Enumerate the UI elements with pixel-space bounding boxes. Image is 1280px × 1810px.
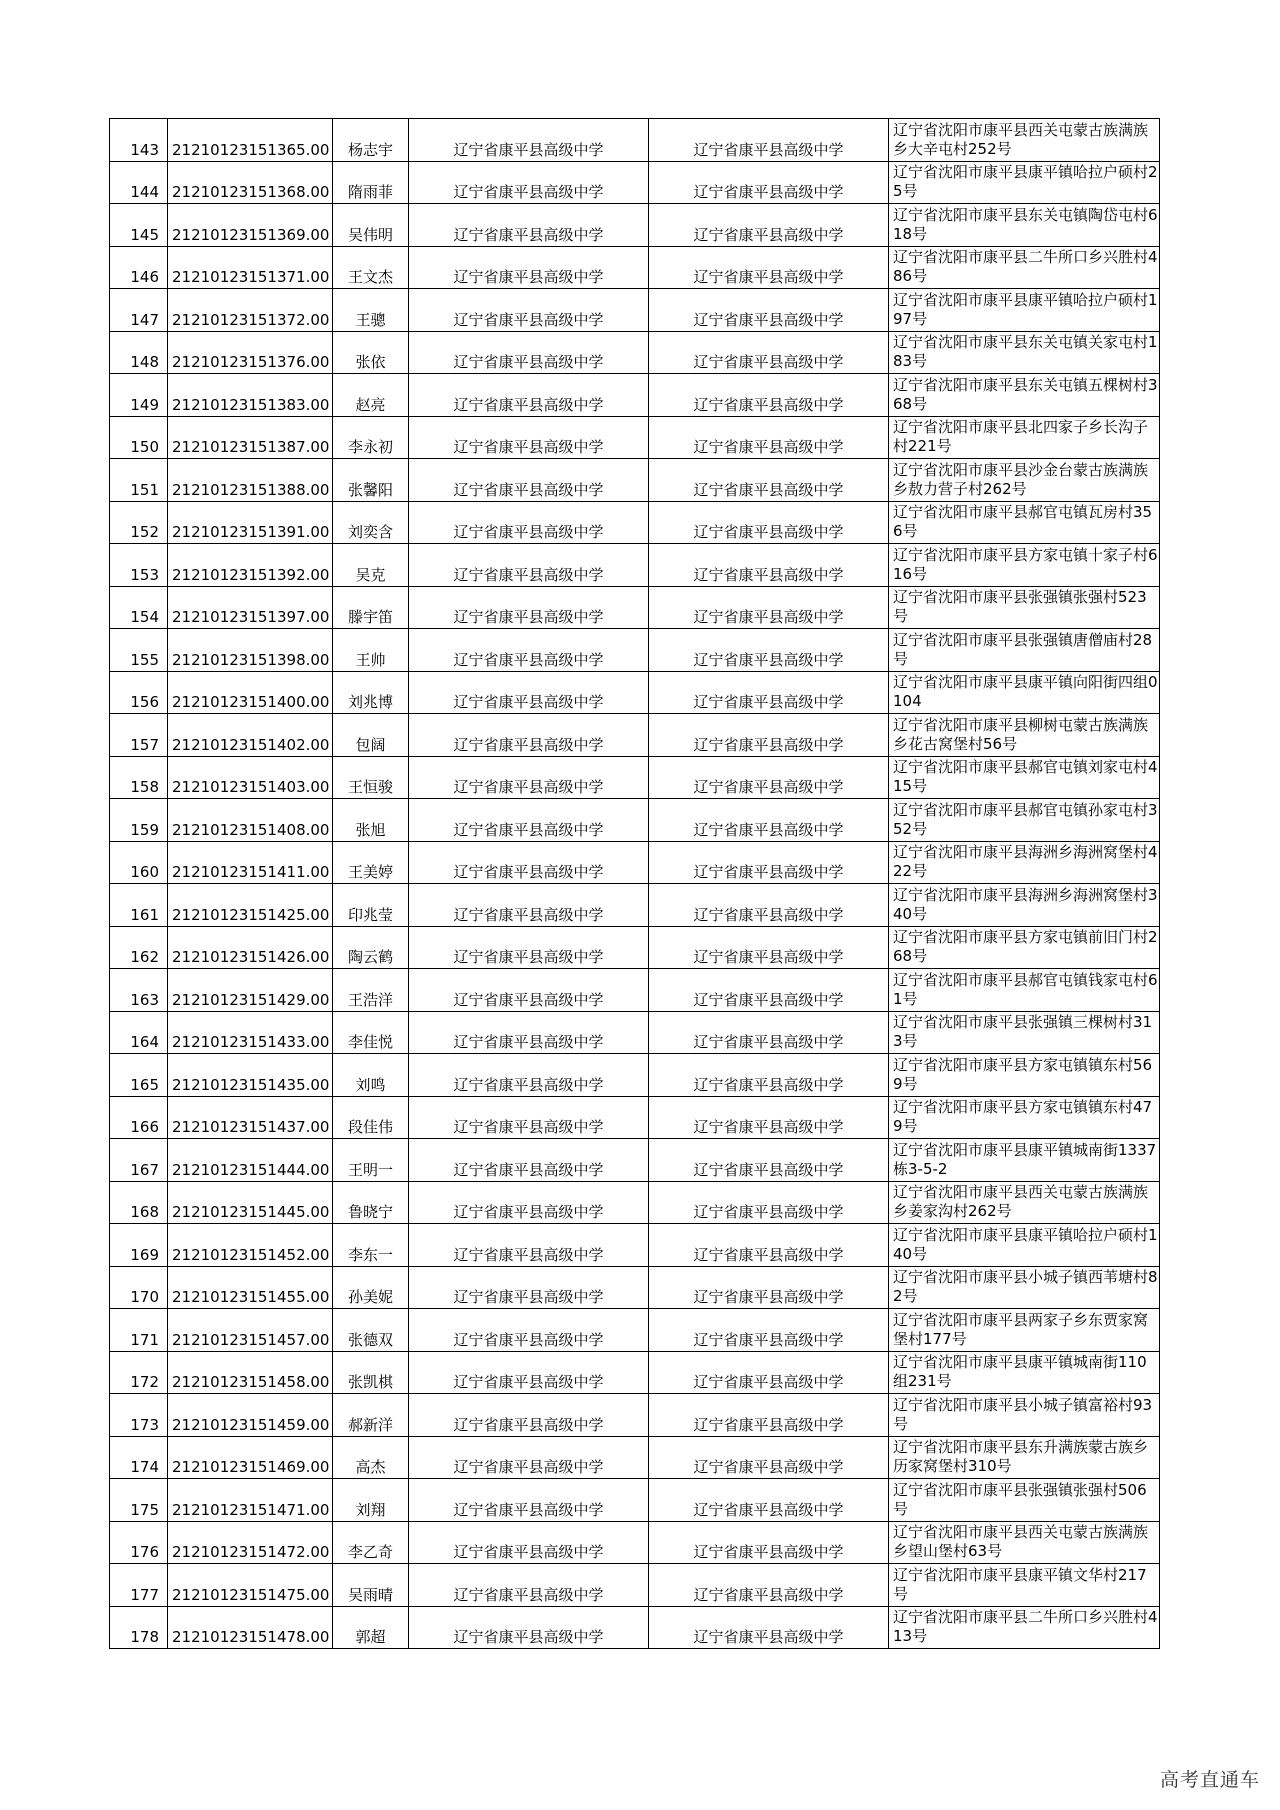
student-name-cell: 隋雨菲 (333, 161, 409, 204)
home-address-cell: 辽宁省沈阳市康平县西关屯蒙古族满族乡姜家沟村262号 (889, 1181, 1160, 1224)
student-name-cell: 刘兆博 (333, 671, 409, 714)
exam-number-cell: 21210123151398.00 (168, 629, 333, 672)
student-name-cell: 包阔 (333, 714, 409, 757)
table-row (110, 629, 1160, 672)
student-name-cell: 孙美妮 (333, 1266, 409, 1309)
row-index-cell: 151 (110, 459, 168, 502)
home-address-cell: 辽宁省沈阳市康平县东关屯镇五棵树村368号 (889, 374, 1160, 417)
exam-number-cell: 21210123151444.00 (168, 1139, 333, 1182)
table-row (110, 671, 1160, 714)
table-row (110, 1224, 1160, 1267)
table-row (110, 1054, 1160, 1097)
row-index-cell: 177 (110, 1564, 168, 1607)
student-name-cell: 王文杰 (333, 246, 409, 289)
student-name-cell: 李东一 (333, 1224, 409, 1267)
row-index-cell: 159 (110, 799, 168, 842)
graduation-school-cell: 辽宁省康平县高级中学 (409, 1436, 649, 1479)
home-address-cell: 辽宁省沈阳市康平县西关屯蒙古族满族乡望山堡村63号 (889, 1521, 1160, 1564)
table-row (110, 501, 1160, 544)
registered-school-cell: 辽宁省康平县高级中学 (649, 331, 889, 374)
student-name-cell: 吴伟明 (333, 204, 409, 247)
graduation-school-cell: 辽宁省康平县高级中学 (409, 1139, 649, 1182)
graduation-school-cell: 辽宁省康平县高级中学 (409, 374, 649, 417)
exam-number-cell: 21210123151387.00 (168, 416, 333, 459)
exam-number-cell: 21210123151437.00 (168, 1096, 333, 1139)
registered-school-cell: 辽宁省康平县高级中学 (649, 544, 889, 587)
admission-table-body (110, 119, 1160, 1649)
exam-number-cell: 21210123151469.00 (168, 1436, 333, 1479)
registered-school-cell: 辽宁省康平县高级中学 (649, 1479, 889, 1522)
home-address-cell: 辽宁省沈阳市康平县康平镇哈拉户硕村140号 (889, 1224, 1160, 1267)
home-address-cell: 辽宁省沈阳市康平县康平镇城南街1337栋3-5-2 (889, 1139, 1160, 1182)
exam-number-cell: 21210123151425.00 (168, 884, 333, 927)
exam-number-cell: 21210123151458.00 (168, 1351, 333, 1394)
student-name-cell: 李乙奇 (333, 1521, 409, 1564)
home-address-cell: 辽宁省沈阳市康平县西关屯蒙古族满族乡大辛屯村252号 (889, 119, 1160, 162)
student-name-cell: 印兆莹 (333, 884, 409, 927)
row-index-cell: 157 (110, 714, 168, 757)
table-row (110, 1436, 1160, 1479)
home-address-cell: 辽宁省沈阳市康平县方家屯镇镇东村479号 (889, 1096, 1160, 1139)
home-address-cell: 辽宁省沈阳市康平县郝官屯镇孙家屯村352号 (889, 799, 1160, 842)
graduation-school-cell: 辽宁省康平县高级中学 (409, 629, 649, 672)
home-address-cell: 辽宁省沈阳市康平县东升满族蒙古族乡历家窝堡村310号 (889, 1436, 1160, 1479)
table-row (110, 1096, 1160, 1139)
registered-school-cell: 辽宁省康平县高级中学 (649, 1521, 889, 1564)
exam-number-cell: 21210123151372.00 (168, 289, 333, 332)
exam-number-cell: 21210123151429.00 (168, 969, 333, 1012)
home-address-cell: 辽宁省沈阳市康平县东关屯镇关家屯村183号 (889, 331, 1160, 374)
home-address-cell: 辽宁省沈阳市康平县东关屯镇陶岱屯村618号 (889, 204, 1160, 247)
exam-number-cell: 21210123151426.00 (168, 926, 333, 969)
graduation-school-cell: 辽宁省康平县高级中学 (409, 926, 649, 969)
table-row (110, 204, 1160, 247)
home-address-cell: 辽宁省沈阳市康平县北四家子乡长沟子村221号 (889, 416, 1160, 459)
registered-school-cell: 辽宁省康平县高级中学 (649, 161, 889, 204)
registered-school-cell: 辽宁省康平县高级中学 (649, 1394, 889, 1437)
row-index-cell: 154 (110, 586, 168, 629)
table-row (110, 331, 1160, 374)
table-row (110, 161, 1160, 204)
graduation-school-cell: 辽宁省康平县高级中学 (409, 586, 649, 629)
student-name-cell: 郝新洋 (333, 1394, 409, 1437)
exam-number-cell: 21210123151433.00 (168, 1011, 333, 1054)
home-address-cell: 辽宁省沈阳市康平县康平镇文华村217号 (889, 1564, 1160, 1607)
student-name-cell: 张凯棋 (333, 1351, 409, 1394)
student-name-cell: 王明一 (333, 1139, 409, 1182)
row-index-cell: 161 (110, 884, 168, 927)
registered-school-cell: 辽宁省康平县高级中学 (649, 246, 889, 289)
row-index-cell: 145 (110, 204, 168, 247)
row-index-cell: 163 (110, 969, 168, 1012)
home-address-cell: 辽宁省沈阳市康平县柳树屯蒙古族满族乡花古窝堡村56号 (889, 714, 1160, 757)
graduation-school-cell: 辽宁省康平县高级中学 (409, 331, 649, 374)
table-row (110, 416, 1160, 459)
student-name-cell: 王骢 (333, 289, 409, 332)
row-index-cell: 143 (110, 119, 168, 162)
table-row (110, 1266, 1160, 1309)
table-row (110, 1606, 1160, 1649)
table-row (110, 926, 1160, 969)
registered-school-cell: 辽宁省康平县高级中学 (649, 884, 889, 927)
registered-school-cell: 辽宁省康平县高级中学 (649, 374, 889, 417)
registered-school-cell: 辽宁省康平县高级中学 (649, 671, 889, 714)
exam-number-cell: 21210123151388.00 (168, 459, 333, 502)
table-row (110, 799, 1160, 842)
graduation-school-cell: 辽宁省康平县高级中学 (409, 1479, 649, 1522)
table-row (110, 586, 1160, 629)
home-address-cell: 辽宁省沈阳市康平县两家子乡东贾家窝堡村177号 (889, 1309, 1160, 1352)
table-row (110, 1309, 1160, 1352)
exam-number-cell: 21210123151365.00 (168, 119, 333, 162)
table-row (110, 1139, 1160, 1182)
row-index-cell: 162 (110, 926, 168, 969)
table-row (110, 969, 1160, 1012)
graduation-school-cell: 辽宁省康平县高级中学 (409, 671, 649, 714)
graduation-school-cell: 辽宁省康平县高级中学 (409, 841, 649, 884)
home-address-cell: 辽宁省沈阳市康平县张强镇三棵树村313号 (889, 1011, 1160, 1054)
registered-school-cell: 辽宁省康平县高级中学 (649, 1054, 889, 1097)
row-index-cell: 172 (110, 1351, 168, 1394)
row-index-cell: 165 (110, 1054, 168, 1097)
home-address-cell: 辽宁省沈阳市康平县方家屯镇十家子村616号 (889, 544, 1160, 587)
registered-school-cell: 辽宁省康平县高级中学 (649, 204, 889, 247)
row-index-cell: 147 (110, 289, 168, 332)
table-row (110, 884, 1160, 927)
home-address-cell: 辽宁省沈阳市康平县郝官屯镇刘家屯村415号 (889, 756, 1160, 799)
row-index-cell: 169 (110, 1224, 168, 1267)
graduation-school-cell: 辽宁省康平县高级中学 (409, 799, 649, 842)
row-index-cell: 158 (110, 756, 168, 799)
student-name-cell: 王帅 (333, 629, 409, 672)
registered-school-cell: 辽宁省康平县高级中学 (649, 1011, 889, 1054)
home-address-cell: 辽宁省沈阳市康平县小城子镇西苇塘村82号 (889, 1266, 1160, 1309)
home-address-cell: 辽宁省沈阳市康平县方家屯镇镇东村569号 (889, 1054, 1160, 1097)
exam-number-cell: 21210123151471.00 (168, 1479, 333, 1522)
graduation-school-cell: 辽宁省康平县高级中学 (409, 544, 649, 587)
row-index-cell: 146 (110, 246, 168, 289)
graduation-school-cell: 辽宁省康平县高级中学 (409, 161, 649, 204)
home-address-cell: 辽宁省沈阳市康平县海洲乡海洲窝堡村422号 (889, 841, 1160, 884)
row-index-cell: 155 (110, 629, 168, 672)
graduation-school-cell: 辽宁省康平县高级中学 (409, 1096, 649, 1139)
row-index-cell: 176 (110, 1521, 168, 1564)
graduation-school-cell: 辽宁省康平县高级中学 (409, 289, 649, 332)
student-name-cell: 鲁晓宁 (333, 1181, 409, 1224)
registered-school-cell: 辽宁省康平县高级中学 (649, 1436, 889, 1479)
graduation-school-cell: 辽宁省康平县高级中学 (409, 1606, 649, 1649)
graduation-school-cell: 辽宁省康平县高级中学 (409, 204, 649, 247)
student-name-cell: 王恒骏 (333, 756, 409, 799)
row-index-cell: 166 (110, 1096, 168, 1139)
row-index-cell: 153 (110, 544, 168, 587)
exam-number-cell: 21210123151459.00 (168, 1394, 333, 1437)
row-index-cell: 173 (110, 1394, 168, 1437)
home-address-cell: 辽宁省沈阳市康平县海洲乡海洲窝堡村340号 (889, 884, 1160, 927)
student-name-cell: 李佳悦 (333, 1011, 409, 1054)
exam-number-cell: 21210123151369.00 (168, 204, 333, 247)
table-row (110, 1394, 1160, 1437)
exam-number-cell: 21210123151475.00 (168, 1564, 333, 1607)
home-address-cell: 辽宁省沈阳市康平县郝官屯镇钱家屯村61号 (889, 969, 1160, 1012)
table-row (110, 841, 1160, 884)
row-index-cell: 171 (110, 1309, 168, 1352)
row-index-cell: 164 (110, 1011, 168, 1054)
home-address-cell: 辽宁省沈阳市康平县张强镇唐僧庙村28号 (889, 629, 1160, 672)
table-row (110, 374, 1160, 417)
home-address-cell: 辽宁省沈阳市康平县张强镇张强村506号 (889, 1479, 1160, 1522)
registered-school-cell: 辽宁省康平县高级中学 (649, 1351, 889, 1394)
exam-number-cell: 21210123151397.00 (168, 586, 333, 629)
graduation-school-cell: 辽宁省康平县高级中学 (409, 1181, 649, 1224)
graduation-school-cell: 辽宁省康平县高级中学 (409, 1054, 649, 1097)
graduation-school-cell: 辽宁省康平县高级中学 (409, 119, 649, 162)
registered-school-cell: 辽宁省康平县高级中学 (649, 1139, 889, 1182)
home-address-cell: 辽宁省沈阳市康平县小城子镇富裕村93号 (889, 1394, 1160, 1437)
watermark-text: 高考直通车 (1159, 1769, 1260, 1791)
row-index-cell: 148 (110, 331, 168, 374)
student-name-cell: 高杰 (333, 1436, 409, 1479)
table-row (110, 289, 1160, 332)
row-index-cell: 149 (110, 374, 168, 417)
exam-number-cell: 21210123151408.00 (168, 799, 333, 842)
table-row (110, 246, 1160, 289)
exam-number-cell: 21210123151402.00 (168, 714, 333, 757)
exam-number-cell: 21210123151391.00 (168, 501, 333, 544)
graduation-school-cell: 辽宁省康平县高级中学 (409, 714, 649, 757)
student-name-cell: 段佳伟 (333, 1096, 409, 1139)
row-index-cell: 150 (110, 416, 168, 459)
exam-number-cell: 21210123151445.00 (168, 1181, 333, 1224)
home-address-cell: 辽宁省沈阳市康平县二牛所口乡兴胜村486号 (889, 246, 1160, 289)
table-row (110, 1564, 1160, 1607)
registered-school-cell: 辽宁省康平县高级中学 (649, 714, 889, 757)
row-index-cell: 160 (110, 841, 168, 884)
exam-number-cell: 21210123151376.00 (168, 331, 333, 374)
student-name-cell: 张馨阳 (333, 459, 409, 502)
home-address-cell: 辽宁省沈阳市康平县郝官屯镇瓦房村356号 (889, 501, 1160, 544)
row-index-cell: 167 (110, 1139, 168, 1182)
row-index-cell: 178 (110, 1606, 168, 1649)
graduation-school-cell: 辽宁省康平县高级中学 (409, 1564, 649, 1607)
table-row (110, 714, 1160, 757)
row-index-cell: 170 (110, 1266, 168, 1309)
student-name-cell: 李永初 (333, 416, 409, 459)
student-name-cell: 王浩洋 (333, 969, 409, 1012)
student-name-cell: 刘翔 (333, 1479, 409, 1522)
graduation-school-cell: 辽宁省康平县高级中学 (409, 884, 649, 927)
graduation-school-cell: 辽宁省康平县高级中学 (409, 1011, 649, 1054)
registered-school-cell: 辽宁省康平县高级中学 (649, 969, 889, 1012)
graduation-school-cell: 辽宁省康平县高级中学 (409, 246, 649, 289)
exam-number-cell: 21210123151472.00 (168, 1521, 333, 1564)
graduation-school-cell: 辽宁省康平县高级中学 (409, 1351, 649, 1394)
table-row (110, 459, 1160, 502)
student-name-cell: 杨志宇 (333, 119, 409, 162)
row-index-cell: 168 (110, 1181, 168, 1224)
student-name-cell: 张旭 (333, 799, 409, 842)
exam-number-cell: 21210123151455.00 (168, 1266, 333, 1309)
home-address-cell: 辽宁省沈阳市康平县康平镇哈拉户硕村25号 (889, 161, 1160, 204)
registered-school-cell: 辽宁省康平县高级中学 (649, 1606, 889, 1649)
table-row (110, 1351, 1160, 1394)
registered-school-cell: 辽宁省康平县高级中学 (649, 501, 889, 544)
registered-school-cell: 辽宁省康平县高级中学 (649, 1564, 889, 1607)
registered-school-cell: 辽宁省康平县高级中学 (649, 1096, 889, 1139)
registered-school-cell: 辽宁省康平县高级中学 (649, 289, 889, 332)
row-index-cell: 175 (110, 1479, 168, 1522)
exam-number-cell: 21210123151411.00 (168, 841, 333, 884)
graduation-school-cell: 辽宁省康平县高级中学 (409, 1394, 649, 1437)
registered-school-cell: 辽宁省康平县高级中学 (649, 1181, 889, 1224)
row-index-cell: 152 (110, 501, 168, 544)
registered-school-cell: 辽宁省康平县高级中学 (649, 119, 889, 162)
student-name-cell: 陶云鹤 (333, 926, 409, 969)
student-name-cell: 吴雨晴 (333, 1564, 409, 1607)
table-row (110, 544, 1160, 587)
registered-school-cell: 辽宁省康平县高级中学 (649, 799, 889, 842)
table-row (110, 756, 1160, 799)
table-row (110, 1479, 1160, 1522)
student-name-cell: 郭超 (333, 1606, 409, 1649)
registered-school-cell: 辽宁省康平县高级中学 (649, 1266, 889, 1309)
registered-school-cell: 辽宁省康平县高级中学 (649, 459, 889, 502)
student-name-cell: 刘鸣 (333, 1054, 409, 1097)
row-index-cell: 144 (110, 161, 168, 204)
registered-school-cell: 辽宁省康平县高级中学 (649, 629, 889, 672)
registered-school-cell: 辽宁省康平县高级中学 (649, 926, 889, 969)
registered-school-cell: 辽宁省康平县高级中学 (649, 1224, 889, 1267)
table-row (110, 1181, 1160, 1224)
home-address-cell: 辽宁省沈阳市康平县康平镇向阳街四组0104 (889, 671, 1160, 714)
exam-number-cell: 21210123151403.00 (168, 756, 333, 799)
graduation-school-cell: 辽宁省康平县高级中学 (409, 459, 649, 502)
graduation-school-cell: 辽宁省康平县高级中学 (409, 416, 649, 459)
student-name-cell: 滕宇笛 (333, 586, 409, 629)
home-address-cell: 辽宁省沈阳市康平县康平镇城南街110组231号 (889, 1351, 1160, 1394)
registered-school-cell: 辽宁省康平县高级中学 (649, 841, 889, 884)
admission-table (109, 118, 1160, 1649)
student-name-cell: 张德双 (333, 1309, 409, 1352)
table-row (110, 119, 1160, 162)
home-address-cell: 辽宁省沈阳市康平县二牛所口乡兴胜村413号 (889, 1606, 1160, 1649)
graduation-school-cell: 辽宁省康平县高级中学 (409, 1224, 649, 1267)
home-address-cell: 辽宁省沈阳市康平县方家屯镇前旧门村268号 (889, 926, 1160, 969)
student-name-cell: 王美婷 (333, 841, 409, 884)
graduation-school-cell: 辽宁省康平县高级中学 (409, 969, 649, 1012)
graduation-school-cell: 辽宁省康平县高级中学 (409, 1521, 649, 1564)
student-name-cell: 张依 (333, 331, 409, 374)
exam-number-cell: 21210123151368.00 (168, 161, 333, 204)
exam-number-cell: 21210123151452.00 (168, 1224, 333, 1267)
registered-school-cell: 辽宁省康平县高级中学 (649, 416, 889, 459)
row-index-cell: 174 (110, 1436, 168, 1479)
student-name-cell: 吴克 (333, 544, 409, 587)
home-address-cell: 辽宁省沈阳市康平县康平镇哈拉户硕村197号 (889, 289, 1160, 332)
exam-number-cell: 21210123151371.00 (168, 246, 333, 289)
table-row (110, 1011, 1160, 1054)
table-row (110, 1521, 1160, 1564)
graduation-school-cell: 辽宁省康平县高级中学 (409, 756, 649, 799)
graduation-school-cell: 辽宁省康平县高级中学 (409, 1309, 649, 1352)
exam-number-cell: 21210123151383.00 (168, 374, 333, 417)
home-address-cell: 辽宁省沈阳市康平县张强镇张强村523号 (889, 586, 1160, 629)
student-name-cell: 刘奕含 (333, 501, 409, 544)
home-address-cell: 辽宁省沈阳市康平县沙金台蒙古族满族乡敖力营子村262号 (889, 459, 1160, 502)
row-index-cell: 156 (110, 671, 168, 714)
registered-school-cell: 辽宁省康平县高级中学 (649, 1309, 889, 1352)
exam-number-cell: 21210123151478.00 (168, 1606, 333, 1649)
exam-number-cell: 21210123151435.00 (168, 1054, 333, 1097)
registered-school-cell: 辽宁省康平县高级中学 (649, 586, 889, 629)
graduation-school-cell: 辽宁省康平县高级中学 (409, 501, 649, 544)
registered-school-cell: 辽宁省康平县高级中学 (649, 756, 889, 799)
exam-number-cell: 21210123151392.00 (168, 544, 333, 587)
graduation-school-cell: 辽宁省康平县高级中学 (409, 1266, 649, 1309)
student-name-cell: 赵亮 (333, 374, 409, 417)
exam-number-cell: 21210123151457.00 (168, 1309, 333, 1352)
exam-number-cell: 21210123151400.00 (168, 671, 333, 714)
